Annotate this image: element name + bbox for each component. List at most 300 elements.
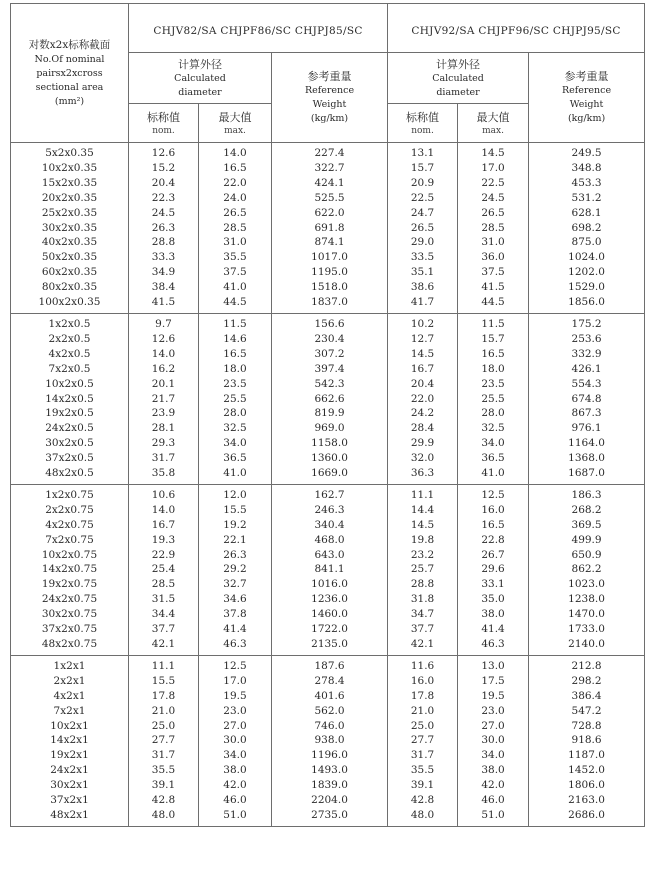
- max-diameter-b-cell: 17.0: [458, 161, 529, 176]
- nom-diameter-b-cell: 32.0: [388, 451, 458, 466]
- max-diameter-b-cell: 23.5: [458, 377, 529, 392]
- pairs-cell: 50x2x0.35: [11, 250, 129, 265]
- model-group-a-header: [129, 4, 388, 53]
- table-row: [11, 763, 645, 778]
- weight-header-en2: Weight: [569, 99, 604, 110]
- nom-diameter-a-cell: 39.1: [129, 778, 199, 793]
- weight-a-cell: 874.1: [272, 235, 388, 250]
- pairs-cell: 24x2x1: [11, 763, 129, 778]
- nom-diameter-b-cell: 24.2: [388, 406, 458, 421]
- weight-a-cell: 622.0: [272, 206, 388, 221]
- pairs-cell: 7x2x1: [11, 704, 129, 719]
- max-diameter-a-cell: 19.5: [199, 689, 272, 704]
- weight-b-cell: 674.8: [529, 392, 645, 407]
- weight-header-a: [272, 53, 388, 143]
- table-row: [11, 808, 645, 826]
- nom-diameter-b-cell: 28.4: [388, 421, 458, 436]
- weight-b-cell: 2140.0: [529, 637, 645, 655]
- weight-a-cell: 2204.0: [272, 793, 388, 808]
- table-row: [11, 484, 645, 502]
- nom-diameter-a-cell: 24.5: [129, 206, 199, 221]
- weight-b-cell: 268.2: [529, 503, 645, 518]
- nom-diameter-b-cell: 25.7: [388, 562, 458, 577]
- table-row: [11, 577, 645, 592]
- weight-b-cell: 1024.0: [529, 250, 645, 265]
- table-row: [11, 176, 645, 191]
- max-diameter-a-cell: 32.5: [199, 421, 272, 436]
- weight-b-cell: 249.5: [529, 143, 645, 161]
- nom-diameter-b-cell: 28.8: [388, 577, 458, 592]
- weight-a-cell: 1017.0: [272, 250, 388, 265]
- nom-header-en: nom.: [411, 125, 434, 136]
- nom-diameter-b-cell: 10.2: [388, 313, 458, 331]
- weight-a-cell: 424.1: [272, 176, 388, 191]
- diameter-header-cn: 计算外径: [178, 57, 222, 71]
- nom-diameter-b-cell: 11.1: [388, 484, 458, 502]
- nom-diameter-a-cell: 22.3: [129, 191, 199, 206]
- weight-a-cell: 156.6: [272, 313, 388, 331]
- pairs-cell: 1x2x1: [11, 655, 129, 673]
- max-header-a: [199, 104, 272, 143]
- table-row: [11, 206, 645, 221]
- max-diameter-b-cell: 31.0: [458, 235, 529, 250]
- max-header-cn: 最大值: [218, 110, 252, 124]
- model-group-b-names: CHJV92/SA CHJPF96/SC CHJPJ95/SC: [411, 24, 621, 37]
- weight-a-cell: 1460.0: [272, 607, 388, 622]
- nom-diameter-a-cell: 11.1: [129, 655, 199, 673]
- diameter-header-en1: Calculated: [174, 72, 226, 84]
- nom-diameter-a-cell: 16.2: [129, 362, 199, 377]
- max-diameter-a-cell: 32.7: [199, 577, 272, 592]
- weight-a-cell: 1837.0: [272, 295, 388, 313]
- max-diameter-a-cell: 12.0: [199, 484, 272, 502]
- max-diameter-a-cell: 16.5: [199, 347, 272, 362]
- max-diameter-b-cell: 28.0: [458, 406, 529, 421]
- weight-b-cell: 1238.0: [529, 592, 645, 607]
- nom-diameter-a-cell: 14.0: [129, 503, 199, 518]
- table-row: [11, 674, 645, 689]
- pairs-cell: 4x2x0.5: [11, 347, 129, 362]
- table-row: [11, 466, 645, 484]
- nom-diameter-a-cell: 48.0: [129, 808, 199, 826]
- weight-header-en2: Weight: [312, 99, 347, 110]
- pairs-cell: 48x2x1: [11, 808, 129, 826]
- pairs-cell: 14x2x1: [11, 733, 129, 748]
- weight-a-cell: 1158.0: [272, 436, 388, 451]
- nom-diameter-a-cell: 28.5: [129, 577, 199, 592]
- pairs-cell: 7x2x0.75: [11, 533, 129, 548]
- diameter-header-en1: Calculated: [432, 72, 484, 84]
- weight-header-unit: (kg/km): [567, 113, 606, 124]
- max-diameter-b-cell: 23.0: [458, 704, 529, 719]
- table-row: [11, 719, 645, 734]
- weight-a-cell: 562.0: [272, 704, 388, 719]
- weight-b-cell: 298.2: [529, 674, 645, 689]
- weight-b-cell: 531.2: [529, 191, 645, 206]
- weight-a-cell: 246.3: [272, 503, 388, 518]
- weight-a-cell: 1195.0: [272, 265, 388, 280]
- table-row: [11, 295, 645, 313]
- nom-diameter-a-cell: 27.7: [129, 733, 199, 748]
- weight-b-cell: 369.5: [529, 518, 645, 533]
- weight-b-cell: 875.0: [529, 235, 645, 250]
- pairs-cell: 19x2x0.5: [11, 406, 129, 421]
- nom-diameter-a-cell: 16.7: [129, 518, 199, 533]
- nom-diameter-b-cell: 22.0: [388, 392, 458, 407]
- diameter-header-en2: diameter: [436, 86, 480, 98]
- max-diameter-a-cell: 46.0: [199, 793, 272, 808]
- pairs-cell: 40x2x0.35: [11, 235, 129, 250]
- max-diameter-a-cell: 17.0: [199, 674, 272, 689]
- max-diameter-a-cell: 51.0: [199, 808, 272, 826]
- max-diameter-a-cell: 38.0: [199, 763, 272, 778]
- weight-header-unit: (kg/km): [310, 113, 349, 124]
- nom-diameter-b-cell: 29.9: [388, 436, 458, 451]
- diameter-header-en2: diameter: [178, 86, 222, 98]
- max-diameter-a-cell: 22.0: [199, 176, 272, 191]
- pairs-cell: 5x2x0.35: [11, 143, 129, 161]
- nom-diameter-b-cell: 36.3: [388, 466, 458, 484]
- table-row: [11, 689, 645, 704]
- table-row: [11, 778, 645, 793]
- nom-diameter-a-cell: 37.7: [129, 622, 199, 637]
- nom-diameter-b-cell: 34.7: [388, 607, 458, 622]
- pairs-cell: 1x2x0.75: [11, 484, 129, 502]
- weight-header-cn: 参考重量: [564, 70, 609, 83]
- max-diameter-a-cell: 14.6: [199, 332, 272, 347]
- max-diameter-b-cell: 36.5: [458, 451, 529, 466]
- nom-diameter-a-cell: 34.9: [129, 265, 199, 280]
- model-group-a-names: CHJV82/SA CHJPF86/SC CHJPJ85/SC: [153, 24, 363, 37]
- weight-a-cell: 969.0: [272, 421, 388, 436]
- weight-a-cell: 1016.0: [272, 577, 388, 592]
- weight-a-cell: 525.5: [272, 191, 388, 206]
- table-row: [11, 143, 645, 161]
- max-diameter-a-cell: 34.0: [199, 748, 272, 763]
- nom-diameter-b-cell: 20.9: [388, 176, 458, 191]
- weight-a-cell: 1722.0: [272, 622, 388, 637]
- nom-diameter-b-cell: 33.5: [388, 250, 458, 265]
- nom-diameter-a-cell: 28.1: [129, 421, 199, 436]
- table-body: [11, 143, 645, 827]
- pairs-cell: 24x2x0.75: [11, 592, 129, 607]
- max-diameter-b-cell: 41.4: [458, 622, 529, 637]
- diameter-header-b: [388, 53, 529, 104]
- nom-diameter-b-cell: 14.4: [388, 503, 458, 518]
- weight-b-cell: 918.6: [529, 733, 645, 748]
- nom-diameter-b-cell: 21.0: [388, 704, 458, 719]
- nom-diameter-a-cell: 22.9: [129, 548, 199, 563]
- weight-a-cell: 468.0: [272, 533, 388, 548]
- max-diameter-b-cell: 34.0: [458, 748, 529, 763]
- weight-b-cell: 426.1: [529, 362, 645, 377]
- max-diameter-b-cell: 16.5: [458, 347, 529, 362]
- nom-diameter-b-cell: 48.0: [388, 808, 458, 826]
- max-diameter-b-cell: 44.5: [458, 295, 529, 313]
- max-diameter-b-cell: 38.0: [458, 763, 529, 778]
- weight-b-cell: 386.4: [529, 689, 645, 704]
- max-diameter-b-cell: 41.0: [458, 466, 529, 484]
- nom-diameter-a-cell: 31.5: [129, 592, 199, 607]
- weight-b-cell: 862.2: [529, 562, 645, 577]
- weight-b-cell: 1470.0: [529, 607, 645, 622]
- pairs-cell: 48x2x0.5: [11, 466, 129, 484]
- weight-b-cell: 332.9: [529, 347, 645, 362]
- nom-diameter-a-cell: 20.1: [129, 377, 199, 392]
- max-diameter-a-cell: 30.0: [199, 733, 272, 748]
- max-diameter-a-cell: 25.5: [199, 392, 272, 407]
- nom-diameter-a-cell: 34.4: [129, 607, 199, 622]
- pairs-cell: 37x2x0.75: [11, 622, 129, 637]
- table-row: [11, 622, 645, 637]
- nom-diameter-b-cell: 20.4: [388, 377, 458, 392]
- nom-diameter-a-cell: 10.6: [129, 484, 199, 502]
- pairs-cell: 1x2x0.5: [11, 313, 129, 331]
- nom-diameter-b-cell: 41.7: [388, 295, 458, 313]
- nom-diameter-a-cell: 21.7: [129, 392, 199, 407]
- max-diameter-b-cell: 36.0: [458, 250, 529, 265]
- max-diameter-a-cell: 37.5: [199, 265, 272, 280]
- table-row: [11, 313, 645, 331]
- nom-diameter-b-cell: 37.7: [388, 622, 458, 637]
- pairs-header-unit: (mm²): [54, 95, 85, 107]
- nom-diameter-b-cell: 16.7: [388, 362, 458, 377]
- pairs-cell: 30x2x0.5: [11, 436, 129, 451]
- nom-diameter-b-cell: 27.7: [388, 733, 458, 748]
- cable-spec-table: [10, 3, 645, 827]
- max-diameter-b-cell: 26.5: [458, 206, 529, 221]
- max-diameter-b-cell: 18.0: [458, 362, 529, 377]
- weight-b-cell: 1687.0: [529, 466, 645, 484]
- weight-a-cell: 841.1: [272, 562, 388, 577]
- pairs-cell: 4x2x1: [11, 689, 129, 704]
- table-row: [11, 562, 645, 577]
- table-row: [11, 332, 645, 347]
- table-row: [11, 592, 645, 607]
- nom-diameter-a-cell: 35.8: [129, 466, 199, 484]
- max-diameter-a-cell: 18.0: [199, 362, 272, 377]
- weight-b-cell: 453.3: [529, 176, 645, 191]
- pairs-cell: 30x2x1: [11, 778, 129, 793]
- weight-b-cell: 1164.0: [529, 436, 645, 451]
- table-row: [11, 655, 645, 673]
- weight-a-cell: 1360.0: [272, 451, 388, 466]
- weight-header-b: [529, 53, 645, 143]
- weight-header-en1: Reference: [561, 85, 612, 96]
- max-diameter-b-cell: 32.5: [458, 421, 529, 436]
- weight-a-cell: 187.6: [272, 655, 388, 673]
- pairs-cell: 37x2x0.5: [11, 451, 129, 466]
- weight-b-cell: 1806.0: [529, 778, 645, 793]
- max-header-b: [458, 104, 529, 143]
- max-diameter-b-cell: 41.5: [458, 280, 529, 295]
- nom-diameter-a-cell: 33.3: [129, 250, 199, 265]
- nom-diameter-a-cell: 31.7: [129, 451, 199, 466]
- table-row: [11, 421, 645, 436]
- nom-diameter-a-cell: 26.3: [129, 221, 199, 236]
- max-diameter-a-cell: 27.0: [199, 719, 272, 734]
- weight-a-cell: 1518.0: [272, 280, 388, 295]
- weight-b-cell: 348.8: [529, 161, 645, 176]
- nom-diameter-a-cell: 21.0: [129, 704, 199, 719]
- weight-a-cell: 938.0: [272, 733, 388, 748]
- nom-diameter-b-cell: 15.7: [388, 161, 458, 176]
- nom-diameter-b-cell: 25.0: [388, 719, 458, 734]
- max-diameter-a-cell: 41.0: [199, 466, 272, 484]
- weight-b-cell: 253.6: [529, 332, 645, 347]
- nom-diameter-b-cell: 42.8: [388, 793, 458, 808]
- max-diameter-a-cell: 23.5: [199, 377, 272, 392]
- pairs-header-cn: 对数x2x标称截面: [28, 38, 111, 51]
- nom-diameter-a-cell: 28.8: [129, 235, 199, 250]
- max-diameter-a-cell: 19.2: [199, 518, 272, 533]
- weight-a-cell: 746.0: [272, 719, 388, 734]
- max-diameter-a-cell: 15.5: [199, 503, 272, 518]
- nom-diameter-a-cell: 42.1: [129, 637, 199, 655]
- weight-a-cell: 662.6: [272, 392, 388, 407]
- weight-a-cell: 1236.0: [272, 592, 388, 607]
- nom-diameter-b-cell: 35.1: [388, 265, 458, 280]
- nom-diameter-a-cell: 23.9: [129, 406, 199, 421]
- table-row: [11, 392, 645, 407]
- table-row: [11, 704, 645, 719]
- max-diameter-b-cell: 15.7: [458, 332, 529, 347]
- nom-diameter-b-cell: 16.0: [388, 674, 458, 689]
- weight-b-cell: 212.8: [529, 655, 645, 673]
- weight-b-cell: 547.2: [529, 704, 645, 719]
- nom-diameter-a-cell: 19.3: [129, 533, 199, 548]
- weight-a-cell: 2135.0: [272, 637, 388, 655]
- max-diameter-a-cell: 23.0: [199, 704, 272, 719]
- weight-b-cell: 1202.0: [529, 265, 645, 280]
- nom-diameter-b-cell: 19.8: [388, 533, 458, 548]
- weight-a-cell: 322.7: [272, 161, 388, 176]
- pairs-cell: 30x2x0.35: [11, 221, 129, 236]
- table-row: [11, 235, 645, 250]
- max-diameter-a-cell: 12.5: [199, 655, 272, 673]
- weight-a-cell: 278.4: [272, 674, 388, 689]
- max-diameter-a-cell: 11.5: [199, 313, 272, 331]
- pairs-cell: 25x2x0.35: [11, 206, 129, 221]
- max-diameter-b-cell: 24.5: [458, 191, 529, 206]
- pairs-cell: 37x2x1: [11, 793, 129, 808]
- weight-header-cn: 参考重量: [307, 70, 352, 83]
- nom-header-cn: 标称值: [406, 110, 440, 124]
- pairs-header-en-line1: No.Of nominal: [34, 53, 105, 65]
- nom-diameter-a-cell: 31.7: [129, 748, 199, 763]
- nom-diameter-a-cell: 42.8: [129, 793, 199, 808]
- table-row: [11, 637, 645, 655]
- max-diameter-b-cell: 30.0: [458, 733, 529, 748]
- max-diameter-a-cell: 14.0: [199, 143, 272, 161]
- max-diameter-a-cell: 37.8: [199, 607, 272, 622]
- max-diameter-b-cell: 11.5: [458, 313, 529, 331]
- max-diameter-a-cell: 42.0: [199, 778, 272, 793]
- weight-b-cell: 2686.0: [529, 808, 645, 826]
- weight-header-en1: Reference: [304, 85, 355, 96]
- pairs-cell: 60x2x0.35: [11, 265, 129, 280]
- max-diameter-b-cell: 29.6: [458, 562, 529, 577]
- table-row: [11, 280, 645, 295]
- nom-diameter-b-cell: 11.6: [388, 655, 458, 673]
- max-diameter-b-cell: 25.5: [458, 392, 529, 407]
- max-diameter-a-cell: 29.2: [199, 562, 272, 577]
- table-row: [11, 406, 645, 421]
- table-row: [11, 436, 645, 451]
- max-diameter-a-cell: 28.0: [199, 406, 272, 421]
- nom-diameter-b-cell: 23.2: [388, 548, 458, 563]
- table-header: [11, 4, 645, 143]
- table-row: [11, 548, 645, 563]
- diameter-header-cn: 计算外径: [436, 57, 481, 71]
- pairs-cell: 19x2x0.75: [11, 577, 129, 592]
- pairs-cell: 15x2x0.35: [11, 176, 129, 191]
- max-diameter-a-cell: 41.4: [199, 622, 272, 637]
- nom-header-b: [388, 104, 458, 143]
- pairs-cell: 30x2x0.75: [11, 607, 129, 622]
- weight-a-cell: 230.4: [272, 332, 388, 347]
- weight-a-cell: 643.0: [272, 548, 388, 563]
- table-row: [11, 451, 645, 466]
- table-row: [11, 221, 645, 236]
- pairs-cell: 2x2x1: [11, 674, 129, 689]
- table-row: [11, 250, 645, 265]
- nom-diameter-a-cell: 17.8: [129, 689, 199, 704]
- pairs-cell: 10x2x0.5: [11, 377, 129, 392]
- nom-diameter-a-cell: 25.0: [129, 719, 199, 734]
- weight-b-cell: 628.1: [529, 206, 645, 221]
- nom-diameter-b-cell: 14.5: [388, 518, 458, 533]
- pairs-cell: 14x2x0.5: [11, 392, 129, 407]
- max-header-cn: 最大值: [476, 110, 510, 124]
- weight-b-cell: 1187.0: [529, 748, 645, 763]
- pairs-cell: 10x2x1: [11, 719, 129, 734]
- pairs-cell: 7x2x0.5: [11, 362, 129, 377]
- table-row: [11, 362, 645, 377]
- nom-diameter-b-cell: 13.1: [388, 143, 458, 161]
- pairs-cell: 10x2x0.75: [11, 548, 129, 563]
- weight-a-cell: 1196.0: [272, 748, 388, 763]
- max-diameter-b-cell: 12.5: [458, 484, 529, 502]
- pairs-cell: 2x2x0.5: [11, 332, 129, 347]
- nom-diameter-b-cell: 35.5: [388, 763, 458, 778]
- nom-diameter-a-cell: 14.0: [129, 347, 199, 362]
- table-row: [11, 161, 645, 176]
- weight-b-cell: 1023.0: [529, 577, 645, 592]
- max-diameter-b-cell: 26.7: [458, 548, 529, 563]
- weight-b-cell: 186.3: [529, 484, 645, 502]
- pairs-cell: 80x2x0.35: [11, 280, 129, 295]
- nom-diameter-b-cell: 39.1: [388, 778, 458, 793]
- pairs-cell: 24x2x0.5: [11, 421, 129, 436]
- max-diameter-b-cell: 33.1: [458, 577, 529, 592]
- nom-diameter-b-cell: 38.6: [388, 280, 458, 295]
- max-diameter-b-cell: 13.0: [458, 655, 529, 673]
- table-row: [11, 733, 645, 748]
- max-diameter-b-cell: 16.0: [458, 503, 529, 518]
- max-diameter-a-cell: 26.5: [199, 206, 272, 221]
- nom-diameter-b-cell: 31.7: [388, 748, 458, 763]
- nom-diameter-a-cell: 38.4: [129, 280, 199, 295]
- nom-diameter-a-cell: 41.5: [129, 295, 199, 313]
- max-diameter-b-cell: 27.0: [458, 719, 529, 734]
- pairs-cell: 19x2x1: [11, 748, 129, 763]
- max-diameter-a-cell: 22.1: [199, 533, 272, 548]
- table-row: [11, 748, 645, 763]
- max-diameter-a-cell: 35.5: [199, 250, 272, 265]
- nom-header-cn: 标称值: [147, 110, 180, 124]
- pairs-cell: 48x2x0.75: [11, 637, 129, 655]
